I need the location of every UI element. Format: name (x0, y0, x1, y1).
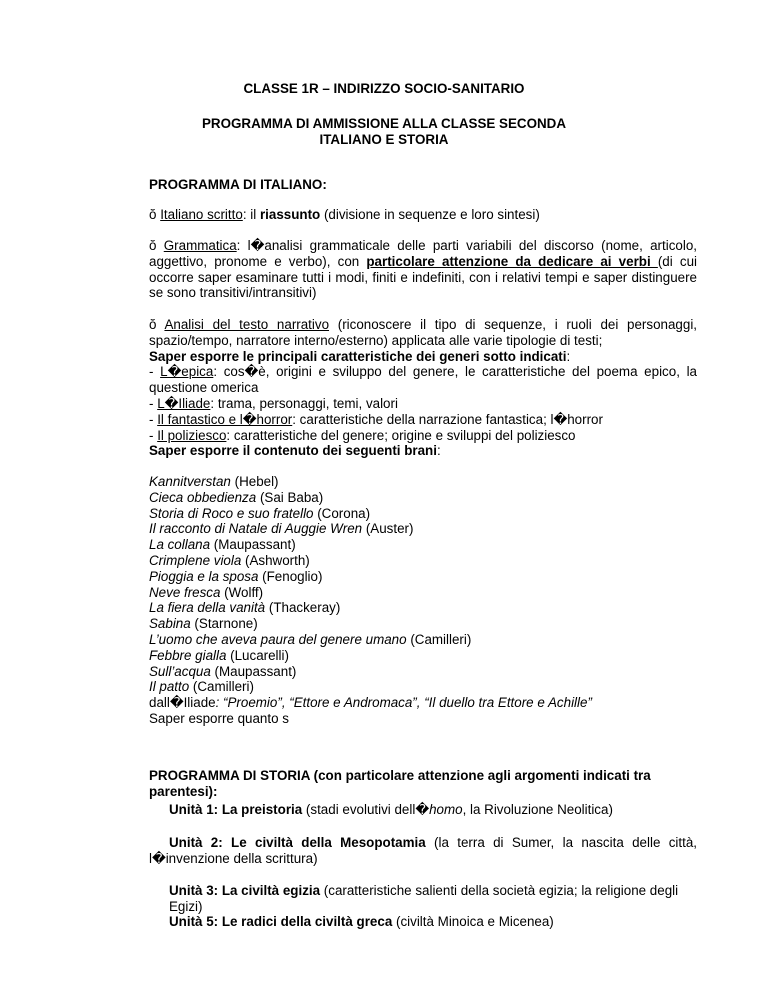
storia-unit-2: Unità 2: Le civiltà della Mesopotamia (la terra di Sumer, la nascita delle città, l�invenzione della scrittura) (149, 835, 697, 866)
generi-item-iliade: - L�Iliade: trama, personaggi, temi, valori (149, 395, 398, 411)
storia-heading: PROGRAMMA DI STORIA (con particolare attenzione agli argomenti indicati tra parentesi): (149, 768, 651, 799)
brani-list (149, 474, 697, 727)
italiano-item-analisi: ŏ Analisi del testo narrativo (riconoscere il tipo di sequenze, i ruoli dei personaggi, spazio/tempo, narratore interno/esterno) applicata alle varie tipologie di testi; Saper esporre le principali caratteristiche dei generi sotto indicati: - L�epica: cos�è, origini e sviluppo del genere, le caratteristiche del poema epico, la questione omerica - L�Iliade: trama, personaggi, temi, valori - Il fantastico e l�horror: caratteristiche della narrazione fantastica; l�horror - Il poliziesco: caratteristiche del genere; origine e sviluppi del poliziesco (149, 317, 698, 443)
italiano-item-scritto: ŏ Italiano scritto: il riassunto (divisione in sequenze e loro sintesi) (149, 207, 540, 222)
list-item: Il racconto di Natale di Auggie Wren (Auster) (149, 521, 414, 537)
italiano-heading: PROGRAMMA DI ITALIANO: (149, 177, 327, 192)
list-item: Cieca obbedienza (Sai Baba) (149, 489, 324, 505)
list-item: Kannitverstan (Hebel) (149, 474, 279, 489)
iliade-passages: dall�Iliade: “Proemio”, “Ettore e Andromaca”, “Il duello tra Ettore e Achille” (149, 695, 592, 711)
item-topic: Italiano scritto (160, 207, 243, 222)
list-item: Pioggia e la sposa (Fenoglio) (149, 568, 323, 584)
item-emphasis: particolare attenzione da dedicare ai verbi (366, 253, 658, 269)
storia-unit-3: Unità 3: La civiltà egizia (caratteristiche salienti della società egizia; la religione degli Egizi) (169, 883, 679, 914)
generi-item-epica: - L�epica: cos�è, origini e sviluppo del genere, le caratteristiche del poema epico, la questione omerica (149, 364, 697, 396)
item-emphasis: riassunto (259, 207, 321, 222)
storia-unit-5: Unità 5: Le radici della civiltà greca (civiltà Minoica e Micenea) (169, 914, 554, 929)
list-item: La fiera della vanità (Thackeray) (149, 600, 341, 616)
list-item: Febbre gialla (Lucarelli) (149, 647, 289, 663)
bullet-symbol: ŏ (149, 238, 157, 253)
item-topic: Analisi del testo narrativo (164, 317, 330, 332)
list-item: L’uomo che aveva paura del genere umano (Camilleri) (149, 631, 472, 647)
storia-unit-1: Unità 1: La preistoria (stadi evolutivi dell�homo, la Rivoluzione Neolitica) (169, 802, 613, 817)
class-title: CLASSE 1R – INDIRIZZO SOCIO-SANITARIO (243, 81, 525, 96)
generi-item-fantastico: - Il fantastico e l�horror: caratteristiche della narrazione fantastica; l�horror (149, 411, 603, 427)
last-line: Saper esporre quanto s (149, 710, 289, 726)
brani-heading: Saper esporre il contenuto dei seguenti brani: (149, 443, 441, 458)
generi-heading: Saper esporre le principali caratteristiche dei generi sotto indicati: (149, 348, 571, 364)
list-item: La collana (Maupassant) (149, 537, 296, 553)
program-title: PROGRAMMA DI AMMISSIONE ALLA CLASSE SECONDA (201, 116, 567, 131)
bullet-symbol: ŏ (149, 207, 157, 222)
list-item: Sull’acqua (Maupassant) (149, 663, 297, 679)
list-item: Il patto (Camilleri) (149, 679, 254, 695)
list-item: Sabina (Starnone) (149, 616, 258, 632)
italiano-item-grammatica: ŏ Grammatica: l�analisi grammaticale delle parti variabili del discorso (nome, articolo, aggettivo, pronome e verbo), con particolare attenzione da dedicare ai verbi (di cui occorre saper esaminare tutti i modi, finiti e indefiniti, con i relativi tempi e saper distinguere se sono transitivi/intransitivi) (149, 238, 697, 301)
list-item: Storia di Roco e suo fratello (Corona) (149, 505, 371, 521)
list-item: Neve fresca (Wolff) (149, 584, 264, 600)
bullet-symbol: ŏ (149, 317, 157, 332)
subjects-title: ITALIANO E STORIA (319, 132, 449, 147)
generi-item-poliziesco: - Il poliziesco: caratteristiche del genere; origine e sviluppi del poliziesco (149, 427, 576, 443)
list-item: Crimplene viola (Ashworth) (149, 552, 310, 568)
item-topic: Grammatica (163, 238, 237, 253)
